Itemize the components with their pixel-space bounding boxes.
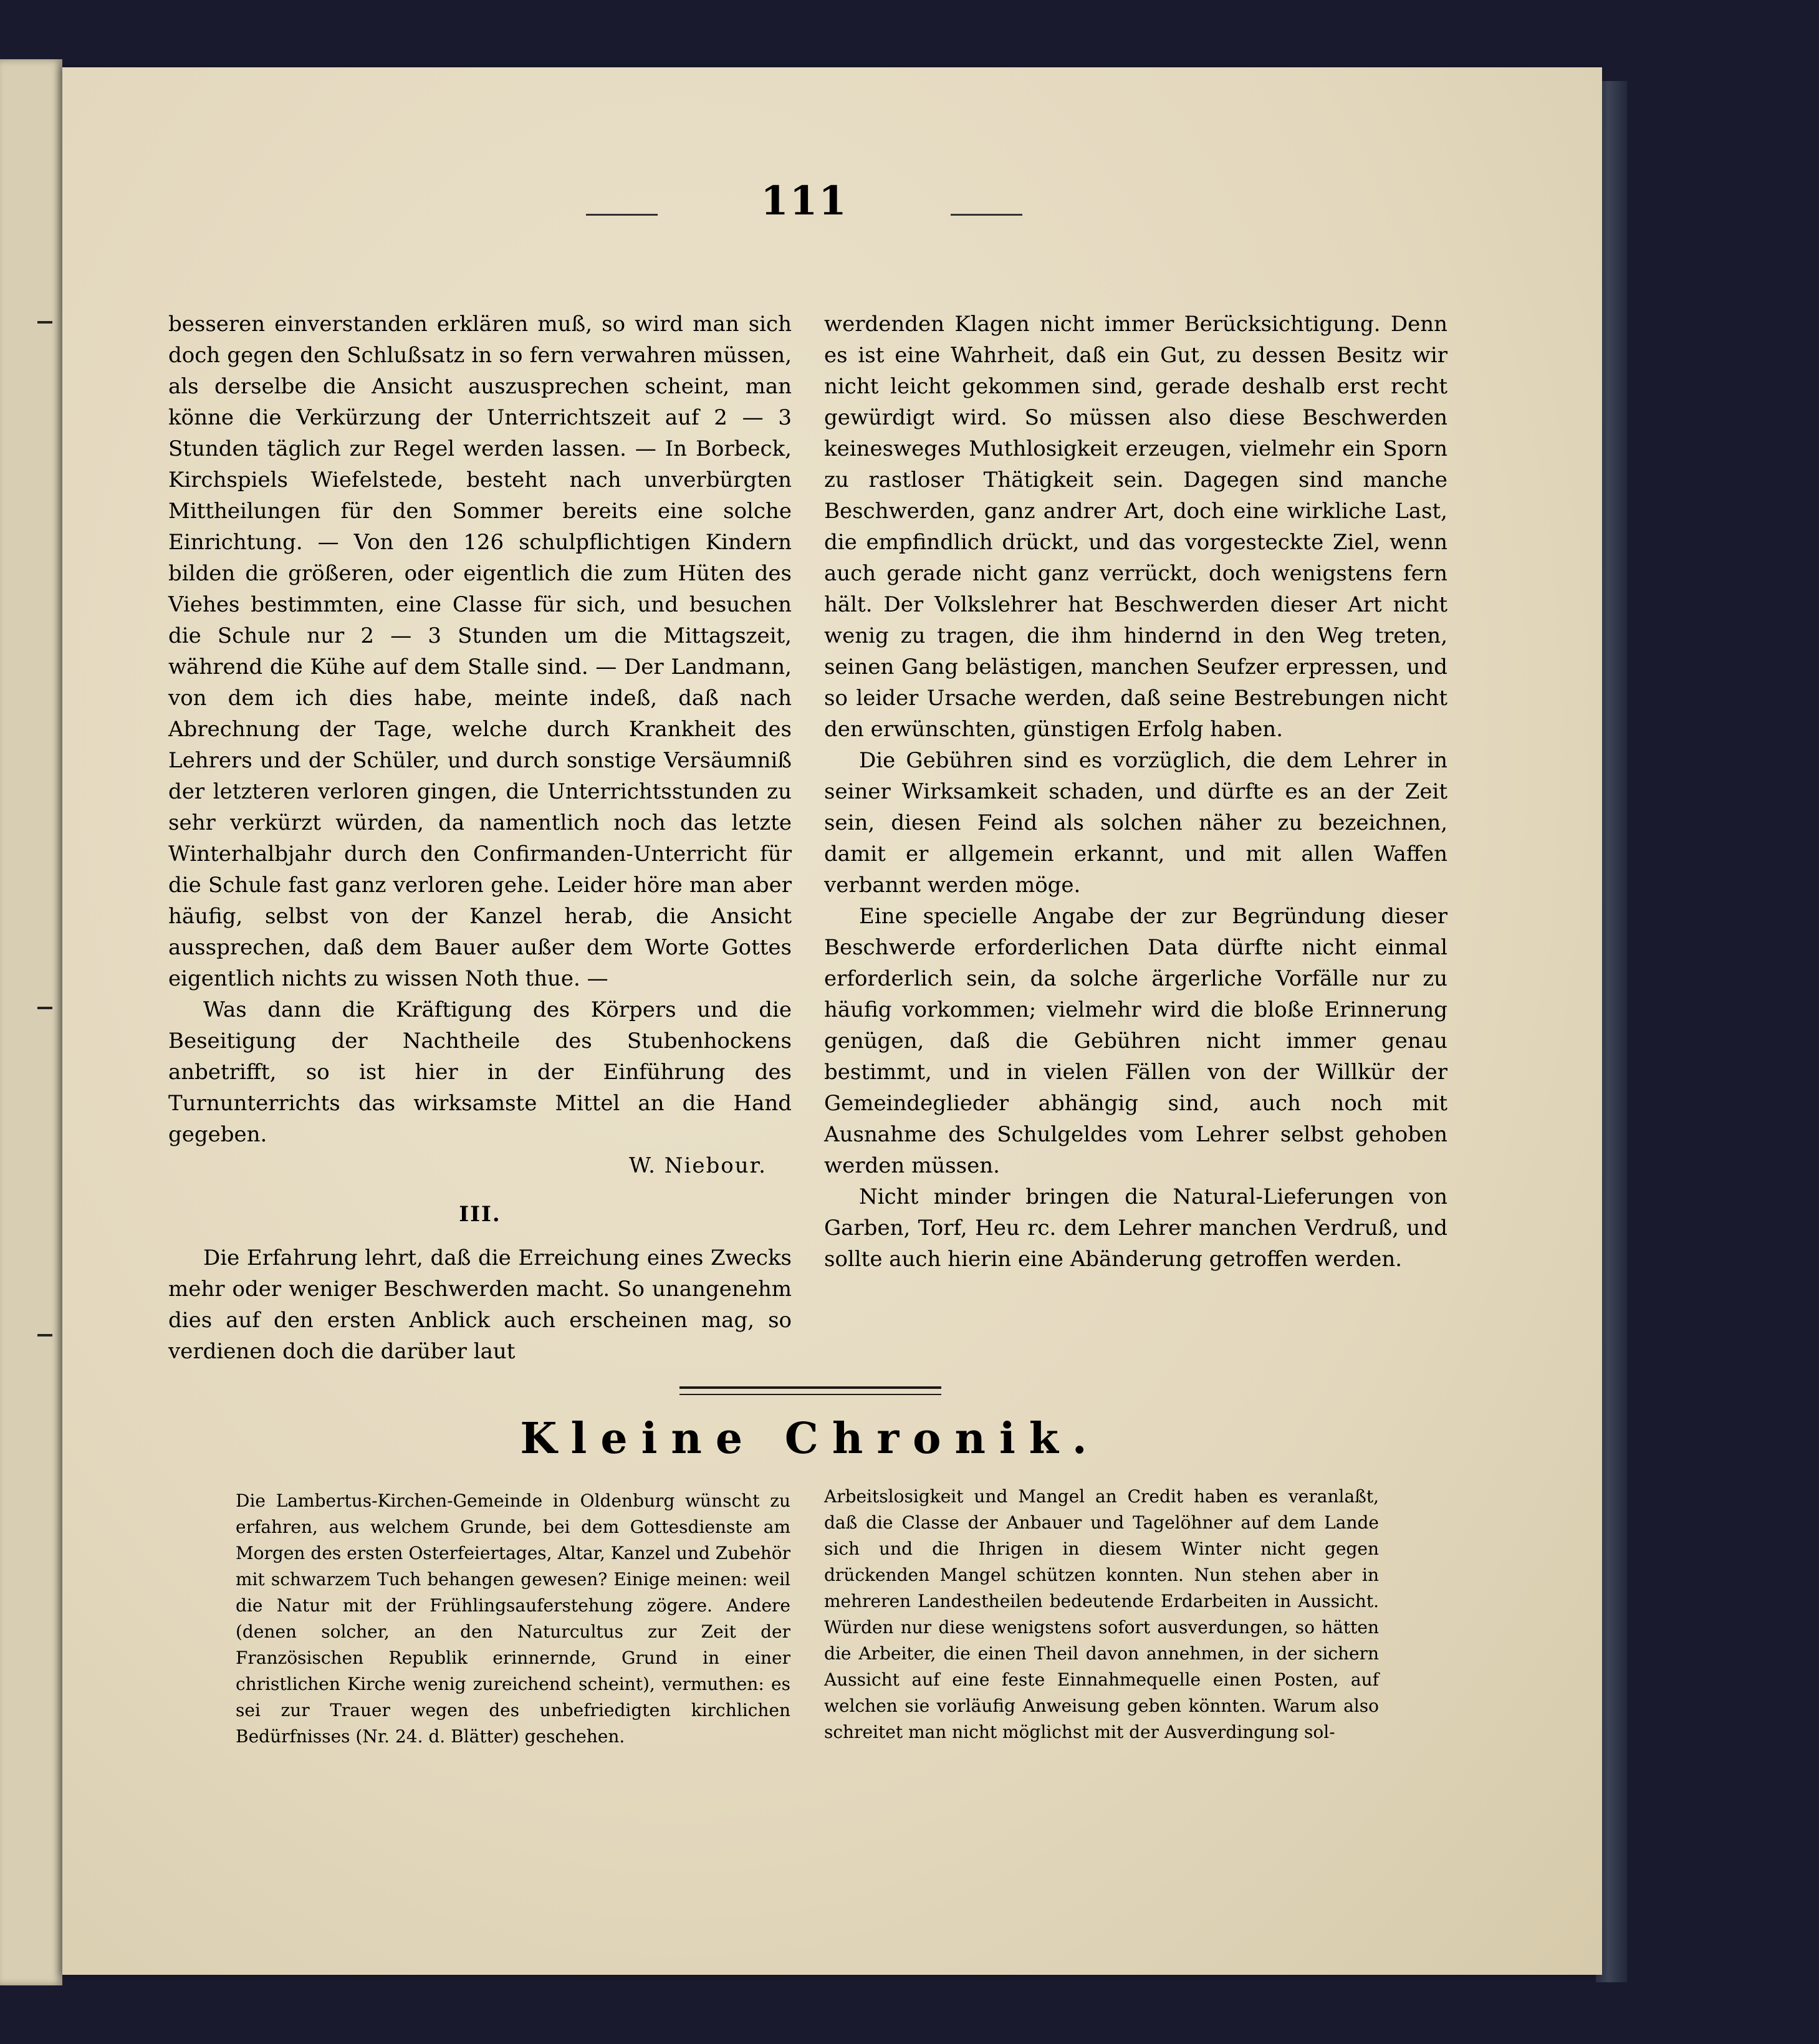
- right-column: [824, 309, 1447, 1275]
- paragraph: besseren einverstanden erklären muß, so wird man sich doch gegen den Schlußsatz in so fern verwahren müssen, als derselbe die Ansicht auszusprechen scheint, man könne die Verkürzung der Unterrichtszeit auf 2 — 3 Stunden täglich zur Regel werden lassen. — In Borbeck, Kirchspiels Wiefelstede, besteht nach unverbürgten Mittheilungen für den Sommer bereits eine solche Einrichtung. — Von den 126 schulpflichtigen Kindern bilden die größeren, oder eigentlich die zum Hüten des Viehes bestimmten, eine Classe für sich, und besuchen die Schule nur 2 — 3 Stunden um die Mittagszeit, während die Kühe auf dem Stalle sind. — Der Landmann, von dem ich dies habe, meinte indeß, daß nach Abrechnung der Tage, welche durch Krankheit des Lehrers und der Schüler, und durch sonstige Versäumniß der letzteren verloren gingen, die Unterrichtsstunden zu sehr verkürzt würden, da namentlich noch das letzte Winterhalbjahr durch den Confirmanden-Unterricht für die Schule fast ganz verloren gehe. Leider höre man aber häufig, selbst von der Kanzel herab, die Ansicht aussprechen, daß dem Bauer außer dem Worte Gottes eigentlich nichts zu wissen Noth thue. —: [168, 312, 792, 991]
- margin-mark: [37, 321, 52, 324]
- section-divider: [679, 1386, 941, 1395]
- paragraph: Eine specielle Angabe der zur Begründung dieser Beschwerde erforderlichen Data dürfte nicht einmal erforderlich sein, da solche ärgerliche Vorfälle nur zu häufig vorkommen; vielmehr wird die bloße Erinnerung genügen, daß die Gebühren nicht immer genau bestimmt, und in vielen Fällen von der Willkür der Gemeindeglieder abhängig sind, auch noch mit Ausnahme des Schulgeldes vom Lehrer selbst gehoben werden müssen.: [824, 904, 1447, 1178]
- chronik-right-column: [824, 1484, 1379, 1745]
- chronik-paragraph: Arbeitslosigkeit und Mangel an Credit haben es veranlaßt, daß die Classe der Anbauer und Tagelöhner auf dem Lande sich und die Ihrigen in diesem Winter nicht gegen drückenden Mangel schützen konnten. Nun stehen aber in mehreren Landestheilen bedeutende Erdarbeiten in Aussicht. Würden nur diese wenigstens sofort ausverdungen, so hätten die Arbeiter, die einen Theil davon annehmen, in der sichern Aussicht auf eine feste Einnahmequelle einen Posten, auf welchen sie vorläufig Anweisung geben könnten. Warum also schreitet man nicht möglichst mit der Ausverdingung sol-: [824, 1486, 1379, 1742]
- header-rule-right: [951, 214, 1022, 216]
- chronik-paragraph: Die Lambertus-Kirchen-Gemeinde in Oldenburg wünscht zu erfahren, aus welchem Grunde, bei dem Gottesdienste am Morgen des ersten Osterfeiertages, Altar, Kanzel und Zubehör mit schwarzem Tuch behangen gewesen? Einige meinen: weil die Natur mit der Frühlingsauferstehung zögere. Andere (denen solcher, an den Naturcultus zur Zeit der Französischen Republik erinnernde, Grund in einer christlichen Kirche wenig zureichend scheint), vermuthen: es sei zur Trauer wegen des unbefriedigten kirchlichen Bedürfnisses (Nr. 24. d. Blätter) geschehen.: [236, 1490, 790, 1747]
- facing-page-edge: [0, 59, 62, 1985]
- page-header: [586, 178, 1022, 246]
- paragraph: werdenden Klagen nicht immer Berücksichtigung. Denn es ist eine Wahrheit, daß ein Gut, zu dessen Besitz wir nicht leicht gekommen sind, gerade deshalb erst recht gewürdigt wird. So müssen also diese Beschwerden keinesweges Muthlosigkeit erzeugen, vielmehr ein Sporn zu rastloser Thätigkeit sein. Dagegen sind manche Beschwerden, ganz andrer Art, doch eine wirkliche Last, die empfindlich drückt, und das vorgesteckte Ziel, wenn auch gerade nicht ganz verrückt, doch wenigstens fern hält. Der Volkslehrer hat Beschwerden dieser Art nicht wenig zu tragen, die ihm hindernd in den Weg treten, seinen Gang belästigen, manchen Seufzer erpressen, und so leider Ursache werden, daß seine Bestrebungen nicht den erwünschten, günstigen Erfolg haben.: [824, 312, 1447, 742]
- section-heading: III.: [459, 1202, 501, 1227]
- paragraph: Nicht minder bringen die Natural-Lieferungen von Garben, Torf, Heu rc. dem Lehrer manchen Verdruß, und sollte auch hierin eine Abänderung getroffen werden.: [824, 1184, 1447, 1272]
- chronik-heading: Kleine Chronik.: [520, 1414, 1101, 1464]
- chronik-left-column: [236, 1488, 790, 1750]
- author-signature: W. Niebour.: [629, 1153, 767, 1178]
- margin-mark: [37, 1007, 52, 1009]
- paragraph: Die Gebühren sind es vorzüglich, die dem Lehrer in seiner Wirksamkeit schaden, und dürfte es an der Zeit sein, diesen Feind als solchen näher zu bezeichnen, damit er allgemein erkannt, und mit allen Waffen verbannt werden möge.: [824, 748, 1447, 898]
- margin-mark: [37, 1334, 52, 1336]
- left-column: [168, 309, 792, 1367]
- paragraph: Was dann die Kräftigung des Körpers und die Beseitigung der Nachtheile des Stubenhockens anbetrifft, so ist hier in der Einführung des Turnunterrichts das wirksamste Mittel an die Hand gegeben.: [168, 997, 792, 1147]
- paragraph: Die Erfahrung lehrt, daß die Erreichung eines Zwecks mehr oder weniger Beschwerden macht. So unangenehm dies auf den ersten Anblick auch erscheinen mag, so verdienen doch die darüber laut: [168, 1245, 792, 1364]
- page-number: 111: [761, 178, 848, 224]
